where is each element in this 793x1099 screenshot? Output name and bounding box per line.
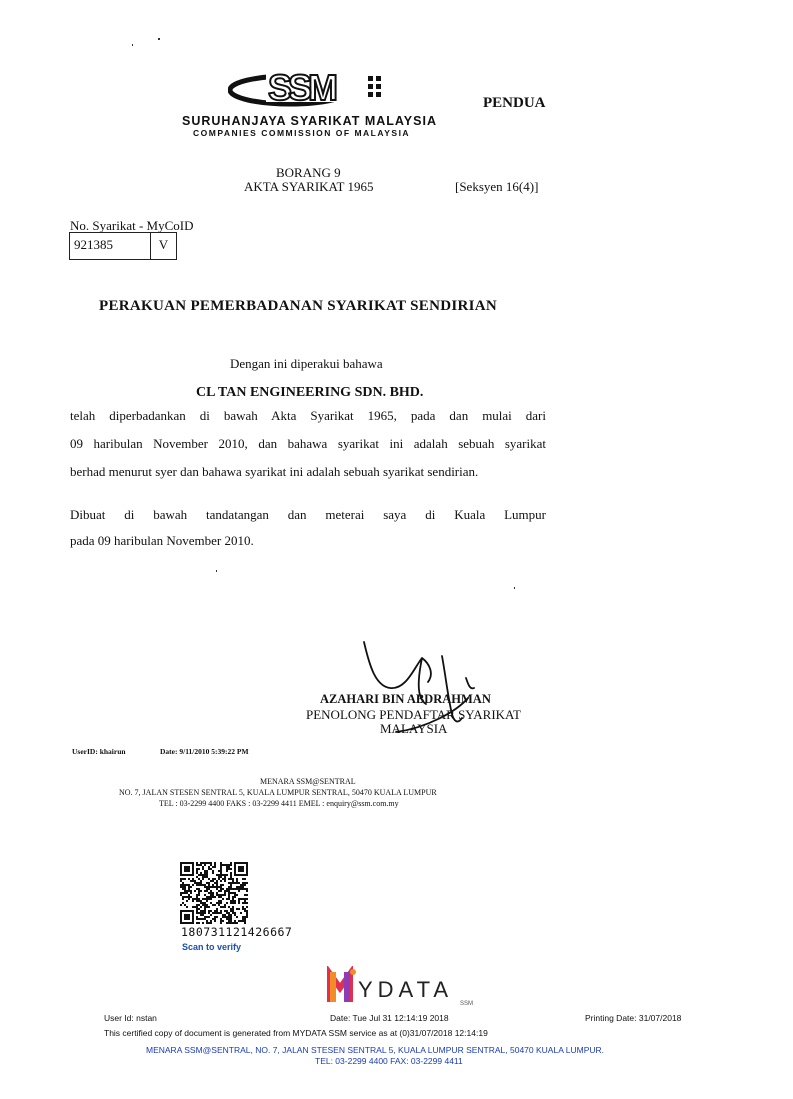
company-number: 921385: [70, 233, 151, 259]
signatory-title-2: MALAYSIA: [380, 721, 448, 736]
act-title: AKTA SYARIKAT 1965: [244, 179, 374, 194]
verification-number: 180731121426667: [181, 925, 293, 939]
svg-text:SSM: SSM: [460, 1001, 474, 1006]
body-line: berhad menurut syer dan bahawa syarikat ini adalah sebuah syarikat sendirian.: [70, 464, 479, 479]
speck: [216, 570, 217, 572]
body-line: pada 09 haribulan November 2010.: [70, 533, 254, 548]
ssm-contact-line: TEL : 03-2299 4400 FAKS : 03-2299 4411 EMEL : enquiry@ssm.com.my: [159, 799, 399, 808]
company-no-box: [69, 232, 177, 260]
footer-address: MENARA SSM@SENTRAL, NO. 7, JALAN STESEN SENTRAL 5, KUALA LUMPUR SENTRAL, 50470 KUALA LUMPUR.: [146, 1045, 605, 1055]
svg-text:YDATA: YDATA: [358, 977, 454, 1002]
original-date: Date: 9/11/2010 5:39:22 PM: [160, 747, 249, 756]
signatory-title: PENOLONG PENDAFTAR SYARIKAT: [306, 707, 521, 722]
certificate-intro: Dengan ini diperakui bahawa: [230, 356, 383, 371]
company-check-letter: V: [158, 237, 169, 252]
scan-to-verify-label: Scan to verify: [182, 942, 242, 952]
agency-name-en: COMPANIES COMMISSION OF MALAYSIA: [193, 128, 411, 138]
section-reference: [Seksyen 16(4)]: [455, 179, 539, 194]
footer-printing-date: Printing Date: 31/07/2018: [585, 1013, 682, 1023]
speck: [514, 587, 515, 589]
signatory-name: AZAHARI BIN ABDRAHMAN: [320, 692, 491, 706]
ssm-address-line: MENARA SSM@SENTRAL: [260, 777, 356, 786]
mydata-logo: [326, 966, 480, 1006]
speck: [132, 44, 133, 46]
body-line: telah diperbadankan di bawah Akta Syarikat 1965, pada dan mulai dari: [70, 408, 546, 423]
form-number: BORANG 9: [276, 165, 341, 180]
ssm-address-line: NO. 7, JALAN STESEN SENTRAL 5, KUALA LUMPUR SENTRAL, 50470 KUALA LUMPUR: [119, 788, 437, 797]
footer-date: Date: Tue Jul 31 12:14:19 2018: [330, 1013, 449, 1023]
company-name: CL TAN ENGINEERING SDN. BHD.: [196, 385, 424, 400]
company-no-label: No. Syarikat - MyCoID: [70, 218, 194, 233]
certificate-title: PERAKUAN PEMERBADANAN SYARIKAT SENDIRIAN: [99, 298, 498, 314]
footer-contact: TEL: 03-2299 4400 FAX: 03-2299 4411: [315, 1056, 463, 1066]
certified-copy-note: This certified copy of document is generated from MYDATA SSM service as at (0)31/07/2018 12:14:19: [104, 1028, 488, 1038]
agency-name: SURUHANJAYA SYARIKAT MALAYSIA: [182, 114, 437, 128]
copy-label: PENDUA: [483, 95, 546, 111]
speck: [158, 38, 160, 40]
body-line: 09 haribulan November 2010, dan bahawa syarikat ini adalah sebuah syarikat: [70, 436, 546, 451]
svg-text:SSM: SSM: [268, 67, 335, 108]
original-user-id: UserID: khairun: [72, 747, 126, 756]
body-line: Dibuat di bawah tandatangan dan meterai saya di Kuala Lumpur: [70, 507, 546, 522]
footer-user-id: User Id: nstan: [104, 1013, 157, 1023]
ssm-logo: [228, 66, 388, 114]
qr-code-icon[interactable]: [180, 862, 248, 924]
